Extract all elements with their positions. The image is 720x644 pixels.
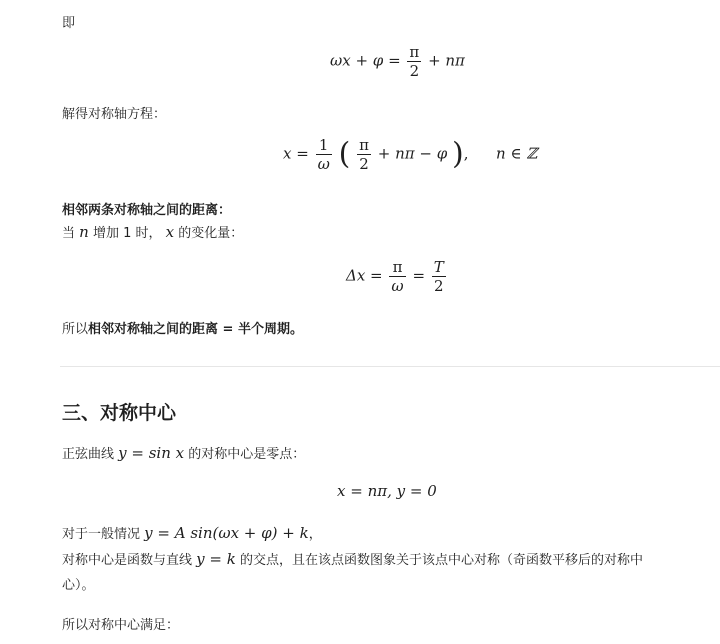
- text-solve: 解得对称轴方程：: [62, 107, 167, 122]
- increment-suffix: 的变化量：: [178, 226, 244, 241]
- center-suffix: 的交点，且在该点函数图象关于该点中心对称（奇函数平移后的对称中: [239, 553, 643, 568]
- eq2-rparen: ): [451, 136, 464, 172]
- general-equation: y = A sin(ωx + φ) + k: [144, 524, 309, 542]
- text-sine-center: [62, 443, 305, 462]
- eq2-inner-den: 2: [359, 155, 369, 173]
- equation-phase: [330, 43, 465, 80]
- section-divider: [60, 366, 720, 367]
- text-conclusion: [62, 318, 303, 337]
- text-general-case: [62, 523, 322, 542]
- text-increment: [62, 222, 243, 241]
- eq1-num: π: [409, 43, 420, 61]
- eq2-den: ω: [317, 155, 330, 173]
- sine-prefix: 正弦曲线: [62, 447, 115, 462]
- increment-prefix: 当: [62, 226, 76, 241]
- increment-mid: 增加 1 时，: [92, 226, 162, 241]
- text-center-definition-cont: 心）。: [62, 578, 95, 593]
- conclusion-bold: 相邻对称轴之间的距离 = 半个周期。: [88, 322, 303, 337]
- text-center-satisfies: 所以对称中心满足：: [62, 618, 180, 633]
- center-prefix: 对称中心是函数与直线: [62, 553, 193, 568]
- increment-var-n: n: [79, 223, 89, 241]
- eq2-inner-num: π: [359, 136, 369, 154]
- eq3-num2: T: [433, 258, 444, 276]
- eq3-fraction-2: [432, 258, 446, 295]
- general-suffix: ，: [308, 527, 322, 542]
- increment-var-x: x: [165, 223, 175, 241]
- sine-suffix: 的对称中心是零点：: [188, 447, 306, 462]
- eq2-cond: n ∈ ℤ: [496, 144, 538, 163]
- sine-equation: y = sin x: [118, 444, 185, 462]
- general-prefix: 对于一般情况: [62, 527, 141, 542]
- eq1-den: 2: [409, 62, 420, 80]
- eq1-fraction: [407, 43, 421, 80]
- eq3-den2: 2: [434, 277, 444, 295]
- section3-title: 三、对称中心: [62, 402, 177, 424]
- text-center-definition: [62, 549, 643, 568]
- eq1-lhs: ωx + φ =: [330, 51, 401, 70]
- conclusion-prefix: 所以: [62, 322, 89, 337]
- center-equation: y = k: [196, 550, 236, 568]
- eq3-den1: ω: [391, 277, 404, 295]
- eq2-num: 1: [316, 136, 332, 155]
- eq2-fraction: [316, 136, 332, 173]
- eq2-inner-fraction: [357, 136, 371, 173]
- eq3-lhs: Δx =: [346, 266, 383, 285]
- eq2-lparen: (: [338, 136, 351, 172]
- heading-adjacent-distance: 相邻两条对称轴之间的距离：: [62, 203, 232, 218]
- equation-zero-point: x = nπ, y = 0: [337, 482, 437, 500]
- text-ji: 即: [62, 16, 76, 31]
- equation-delta-x: [346, 258, 448, 295]
- eq2-inner-rest: + nπ − φ: [377, 144, 448, 163]
- eq3-num1: π: [389, 258, 405, 277]
- eq3-fraction-1: [389, 258, 405, 295]
- eq3-eq: =: [412, 266, 426, 285]
- eq2-lhs: x =: [283, 144, 309, 163]
- eq1-rhs: + nπ: [428, 51, 465, 70]
- equation-axis: x = $\frac{1}{\omega}$ ( $\frac{\pi}{2}$ + nπ − φ ), n ∈ ℤ: [283, 136, 538, 173]
